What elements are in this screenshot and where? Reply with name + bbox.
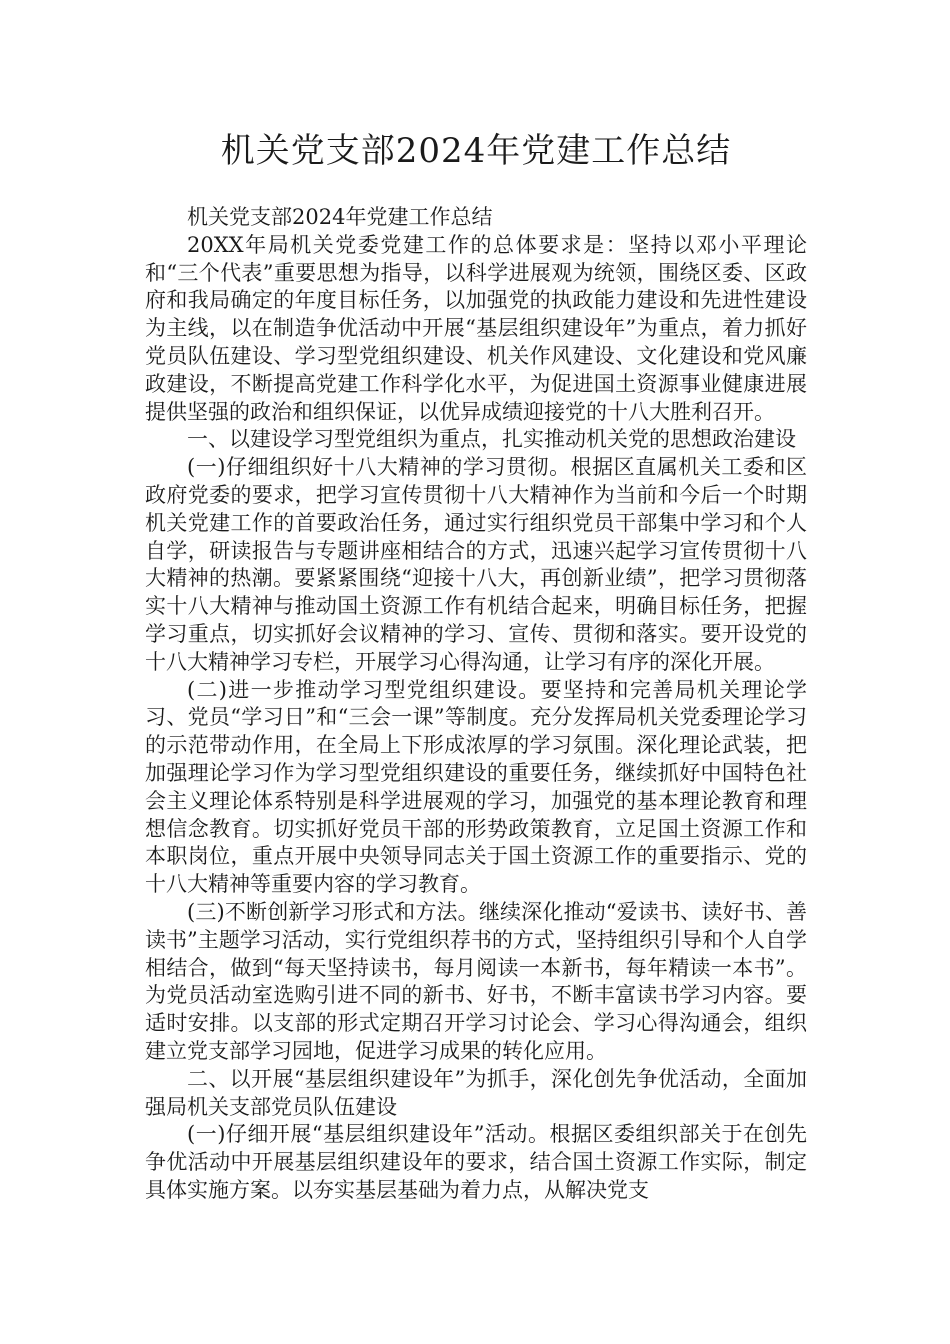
paragraph-subtitle: 机关党支部2024年党建工作总结 <box>187 205 493 229</box>
section-heading-2: 二、以开展“基层组织建设年”为抓手，深化创先争优活动，全面加强局机关支部党员队伍建设 <box>145 1066 807 1119</box>
paragraph-overview: 20XX年局机关党委党建工作的总体要求是：坚持以邓小平理论和“三个代表”重要思想为指导，以科学进展观为统领，围绕区委、区政府和我局确定的年度目标任务，以加强党的执政能力建设和先进性建设为主线，以在制造争优活动中开展“基层组织建设年”为重点，着力抓好党员队伍建设、学习型党组织建设、机关作风建设、文化建设和党风廉政建设，不断提高党建工作科学化水平，为促进国土资源事业健康进展提供坚强的政治和组织保证，以优异成绩迎接党的十八大胜利召开。 <box>145 232 807 424</box>
paragraph-1-1: (一)仔细组织好十八大精神的学习贯彻。根据区直属机关工委和区政府党委的要求，把学习宣传贯彻十八大精神作为当前和今后一个时期机关党建工作的首要政治任务，通过实行组织党员干部集中学习和个人自学，研读报告与专题讲座相结合的方式，迅速兴起学习宣传贯彻十八大精神的热潮。要紧紧围绕“迎接十八大，再创新业绩”，把学习贯彻落实十八大精神与推动国土资源工作有机结合起来，明确目标任务，把握学习重点，切实抓好会议精神的学习、宣传、贯彻和落实。要开设党的十八大精神学习专栏，开展学习心得沟通，让学习有序的深化开展。 <box>145 455 807 674</box>
paragraph-1-2: (二)进一步推动学习型党组织建设。要坚持和完善局机关理论学习、党员“学习日”和“三会一课”等制度。充分发挥局机关党委理论学习的示范带动作用，在全局上下形成浓厚的学习氛围。深化理论武装，把加强理论学习作为学习型党组织建设的重要任务，继续抓好中国特色社会主义理论体系特别是科学进展观的学习，加强党的基本理论教育和理想信念教育。切实抓好党员干部的形势政策教育，立足国土资源工作和本职岗位，重点开展中央领导同志关于国土资源工作的重要指示、党的十八大精神等重要内容的学习教育。 <box>145 677 807 897</box>
section-heading-1: 一、以建设学习型党组织为重点，扎实推动机关党的思想政治建设 <box>187 427 796 452</box>
paragraph-2-1: (一)仔细开展“基层组织建设年”活动。根据区委组织部关于在创先争优活动中开展基层组织建设年的要求，结合国土资源工作实际，制定具体实施方案。以夯实基层基础为着力点，从解决党支 <box>145 1122 807 1202</box>
document-title: 机关党支部2024年党建工作总结 <box>220 131 732 171</box>
paragraph-1-3: (三)不断创新学习形式和方法。继续深化推动“爱读书、读好书、善读书”主题学习活动，实行党组织荐书的方式，坚持组织引导和个人自学相结合，做到“每天坚持读书，每月阅读一本新书，每年精读一本书”。为党员活动室选购引进不同的新书、好书，不断丰富读书学习内容。要适时安排。以支部的形式定期召开学习讨论会、学习心得沟通会，组织建立党支部学习园地，促进学习成果的转化应用。 <box>145 899 807 1063</box>
